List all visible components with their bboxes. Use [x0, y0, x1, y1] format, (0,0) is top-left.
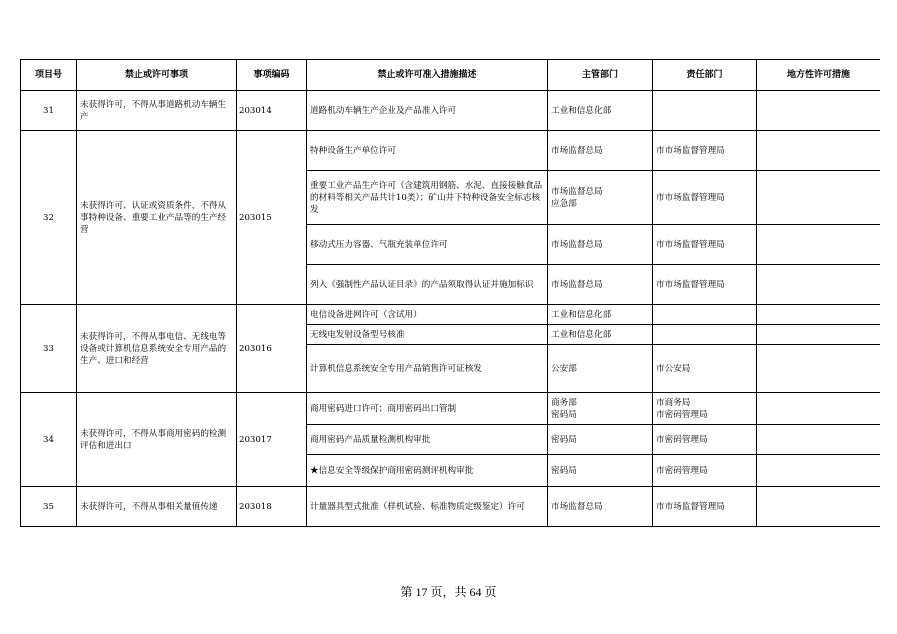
- prohibited-item-cell: 未获得许可，不得从事道路机动车辆生产: [77, 91, 237, 131]
- measure-description-cell: 重要工业产品生产许可（含建筑用钢筋、水泥、直接接触食品的材料等相关产品共计10类）；矿山井下特种设备安全标志核发: [307, 171, 548, 225]
- measure-description-cell: ★信息安全等级保护商用密码测评机构审批: [307, 455, 548, 487]
- prohibited-item-cell: 未获得许可、认证或资质条件，不得从事特种设备、重要工业产品等的生产经营: [77, 131, 237, 305]
- local-measures-cell: [757, 91, 881, 131]
- page-number-footer: 第 17 页，共 64 页: [400, 585, 497, 599]
- table-header-row: [21, 60, 881, 91]
- item-code-cell: 203015: [237, 131, 307, 305]
- competent-department-cell: 市场监督总局: [548, 131, 653, 171]
- prohibited-item-cell: 未获得许可，不得从事电信、无线电等设备或计算机信息系统安全专用产品的生产、进口和经营: [77, 305, 237, 393]
- local-measures-cell: [757, 171, 881, 225]
- responsible-department-cell: [653, 91, 757, 131]
- measure-description-cell: 商用密码产品质量检测机构审批: [307, 425, 548, 455]
- table-row: [21, 393, 881, 425]
- competent-department-cell: 密码局: [548, 425, 653, 455]
- competent-department-cell: 商务部 密码局: [548, 393, 653, 425]
- competent-department-cell: 市场监督总局: [548, 265, 653, 305]
- measure-description-cell: 电信设备进网许可（含试用）: [307, 305, 548, 325]
- item-code-cell: 203018: [237, 487, 307, 527]
- table-row: [21, 305, 881, 325]
- header-item-code: 事项编码: [237, 60, 307, 91]
- local-measures-cell: [757, 225, 881, 265]
- local-measures-cell: [757, 393, 881, 425]
- measure-description-cell: 移动式压力容器、气瓶充装单位许可: [307, 225, 548, 265]
- responsible-department-cell: 市商务局 市密码管理局: [653, 393, 757, 425]
- header-prohibited-item: 禁止或许可事项: [77, 60, 237, 91]
- local-measures-cell: [757, 305, 881, 325]
- responsible-department-cell: 市密码管理局: [653, 425, 757, 455]
- header-item-number: 项目号: [21, 60, 77, 91]
- responsible-department-cell: [653, 305, 757, 325]
- responsible-department-cell: 市市场监督管理局: [653, 265, 757, 305]
- local-measures-cell: [757, 265, 881, 305]
- measure-description-cell: 计算机信息系统安全专用产品销售许可证核发: [307, 345, 548, 393]
- item-number-cell: 33: [21, 305, 77, 393]
- header-competent-department: 主管部门: [548, 60, 653, 91]
- local-measures-cell: [757, 325, 881, 345]
- table-row: [21, 91, 881, 131]
- responsible-department-cell: 市市场监督管理局: [653, 225, 757, 265]
- measure-description-cell: 商用密码进口许可；商用密码出口管制: [307, 393, 548, 425]
- item-code-cell: 203017: [237, 393, 307, 487]
- local-measures-cell: [757, 425, 881, 455]
- item-code-cell: 203014: [237, 91, 307, 131]
- responsible-department-cell: 市市场监督管理局: [653, 131, 757, 171]
- local-measures-cell: [757, 487, 881, 527]
- header-measure-description: 禁止或许可准入措施描述: [307, 60, 548, 91]
- item-number-cell: 31: [21, 91, 77, 131]
- responsible-department-cell: 市市场监督管理局: [653, 487, 757, 527]
- measure-description-cell: 列入《强制性产品认证目录》的产品须取得认证并施加标识: [307, 265, 548, 305]
- competent-department-cell: 公安部: [548, 345, 653, 393]
- header-responsible-department: 责任部门: [653, 60, 757, 91]
- measure-description-cell: 特种设备生产单位许可: [307, 131, 548, 171]
- responsible-department-cell: 市公安局: [653, 345, 757, 393]
- item-code-cell: 203016: [237, 305, 307, 393]
- responsible-department-cell: 市市场监督管理局: [653, 171, 757, 225]
- local-measures-cell: [757, 345, 881, 393]
- table-row: [21, 487, 881, 527]
- measure-description-cell: 道路机动车辆生产企业及产品准入许可: [307, 91, 548, 131]
- item-number-cell: 34: [21, 393, 77, 487]
- item-number-cell: 35: [21, 487, 77, 527]
- responsible-department-cell: [653, 325, 757, 345]
- local-measures-cell: [757, 131, 881, 171]
- competent-department-cell: 工业和信息化部: [548, 305, 653, 325]
- header-local-measures: 地方性许可措施: [757, 60, 881, 91]
- measure-description-cell: 计量器具型式批准（样机试验、标准物质定级鉴定）许可: [307, 487, 548, 527]
- competent-department-cell: 市场监督总局: [548, 487, 653, 527]
- competent-department-cell: 工业和信息化部: [548, 91, 653, 131]
- measure-description-cell: 无线电发射设备型号核准: [307, 325, 548, 345]
- responsible-department-cell: 市密码管理局: [653, 455, 757, 487]
- local-measures-cell: [757, 455, 881, 487]
- prohibited-item-cell: 未获得许可，不得从事相关量值传递: [77, 487, 237, 527]
- regulation-table-sheet: [20, 59, 880, 559]
- competent-department-cell: 市场监督总局 应急部: [548, 171, 653, 225]
- competent-department-cell: 工业和信息化部: [548, 325, 653, 345]
- competent-department-cell: 密码局: [548, 455, 653, 487]
- competent-department-cell: 市场监督总局: [548, 225, 653, 265]
- item-number-cell: 32: [21, 131, 77, 305]
- permission-table: [20, 59, 880, 527]
- table-row: [21, 131, 881, 171]
- prohibited-item-cell: 未获得许可，不得从事商用密码的检测评估和进出口: [77, 393, 237, 487]
